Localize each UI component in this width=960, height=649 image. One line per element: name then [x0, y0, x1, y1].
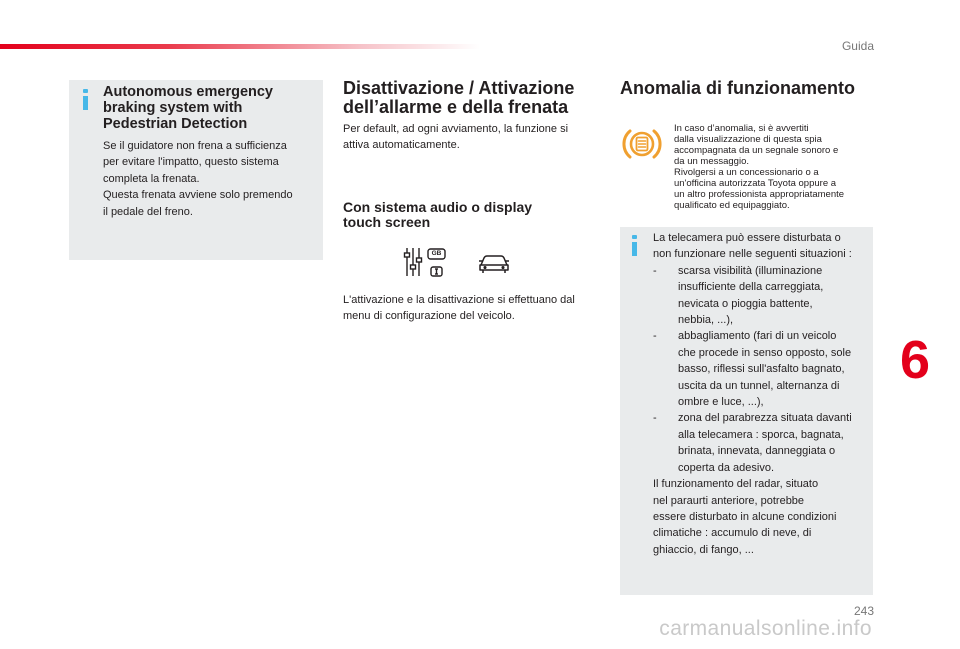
touchscreen-subheading: Con sistema audio o display touch screen [343, 199, 533, 230]
list-item: - abbagliamento (fari di un veicolo che procede in senso opposto, sole basso, riflessi sull'asfalto bagnato, uscita da un tunnel, alternanza di ombre e luce, ...), [653, 330, 852, 409]
aeb-description: Se il guidatore non frena a sufficienza per evitare l'impatto, questo sistema completa la frenata. Questa frenata avviene solo premendo il pedale del freno. [103, 140, 293, 218]
chapter-number: 6 [899, 330, 931, 390]
info-icon [632, 235, 637, 256]
configuration-menu-text: L'attivazione e la disattivazione si effettuano dal menu di configurazione del veicolo. [343, 294, 575, 323]
header-accent-bar [0, 44, 480, 49]
page-number: 243 [853, 604, 874, 618]
settings-sliders-icon [402, 245, 450, 279]
default-activation-text: Per default, ad ogni avviamento, la funzione si attiva automaticamente. [343, 123, 569, 152]
brake-warning-lamp-icon [622, 126, 662, 162]
camera-info-text: La telecamera può essere disturbata o non funzionare nelle seguenti situazioni : - scarsa visibilità (illuminazione insufficiente della carreggiata, nevicata o pioggia battente, nebbia, ...), - abbagliamento (fari di un veicolo che procede in senso opposto, sole basso, riflessi sull'asfalto bagnato, uscita da un tunnel, alternanza di ombre e luce, ...), - zona del parabrezza situata davanti alla telecamera : sporca, bagnata, brinata, innevata, danneggiata o coperta da adesivo. Il funzionamento del radar, situato nel paraurti anteriore, potrebbe essere disturbato in alcune condizioni climatiche : accumulo di neve, di ghiaccio, di fango, ... [653, 230, 871, 558]
warning-lamp-description: In caso d’anomalia, si è avvertiti dalla visualizzazione di questa spia accompagnata da un segnale sonoro e da un messaggio. Rivolgersi a un concessionario o a un'officina autorizzata Toyota oppure a un altro professionista appropriatamente qualificato ed equipaggiato. [674, 123, 845, 211]
section-label: Guida [841, 39, 874, 53]
malfunction-heading: Anomalia di funzionamento [620, 78, 856, 98]
settings-badge-label: GB [431, 250, 442, 257]
camera-conditions-list [653, 263, 871, 476]
watermark: carmanualsonline.info [659, 617, 872, 640]
camera-info-box [620, 227, 873, 595]
info-icon [83, 89, 88, 110]
aeb-title: Autonomous emergency braking system with Pedestrian Detection [103, 84, 273, 132]
list-item: - zona del parabrezza situata davanti alla telecamera : sporca, bagnata, brinata, innevata, danneggiata o coperta da adesivo. [653, 412, 852, 474]
car-icon [478, 252, 510, 274]
list-item: - scarsa visibilità (illuminazione insufficiente della carreggiata, nevicata o pioggia battente, nebbia, ...), [653, 264, 824, 327]
aeb-info-box [69, 80, 323, 260]
deactivation-heading: Disattivazione / Attivazione dell’allarme e della frenata [343, 78, 575, 117]
